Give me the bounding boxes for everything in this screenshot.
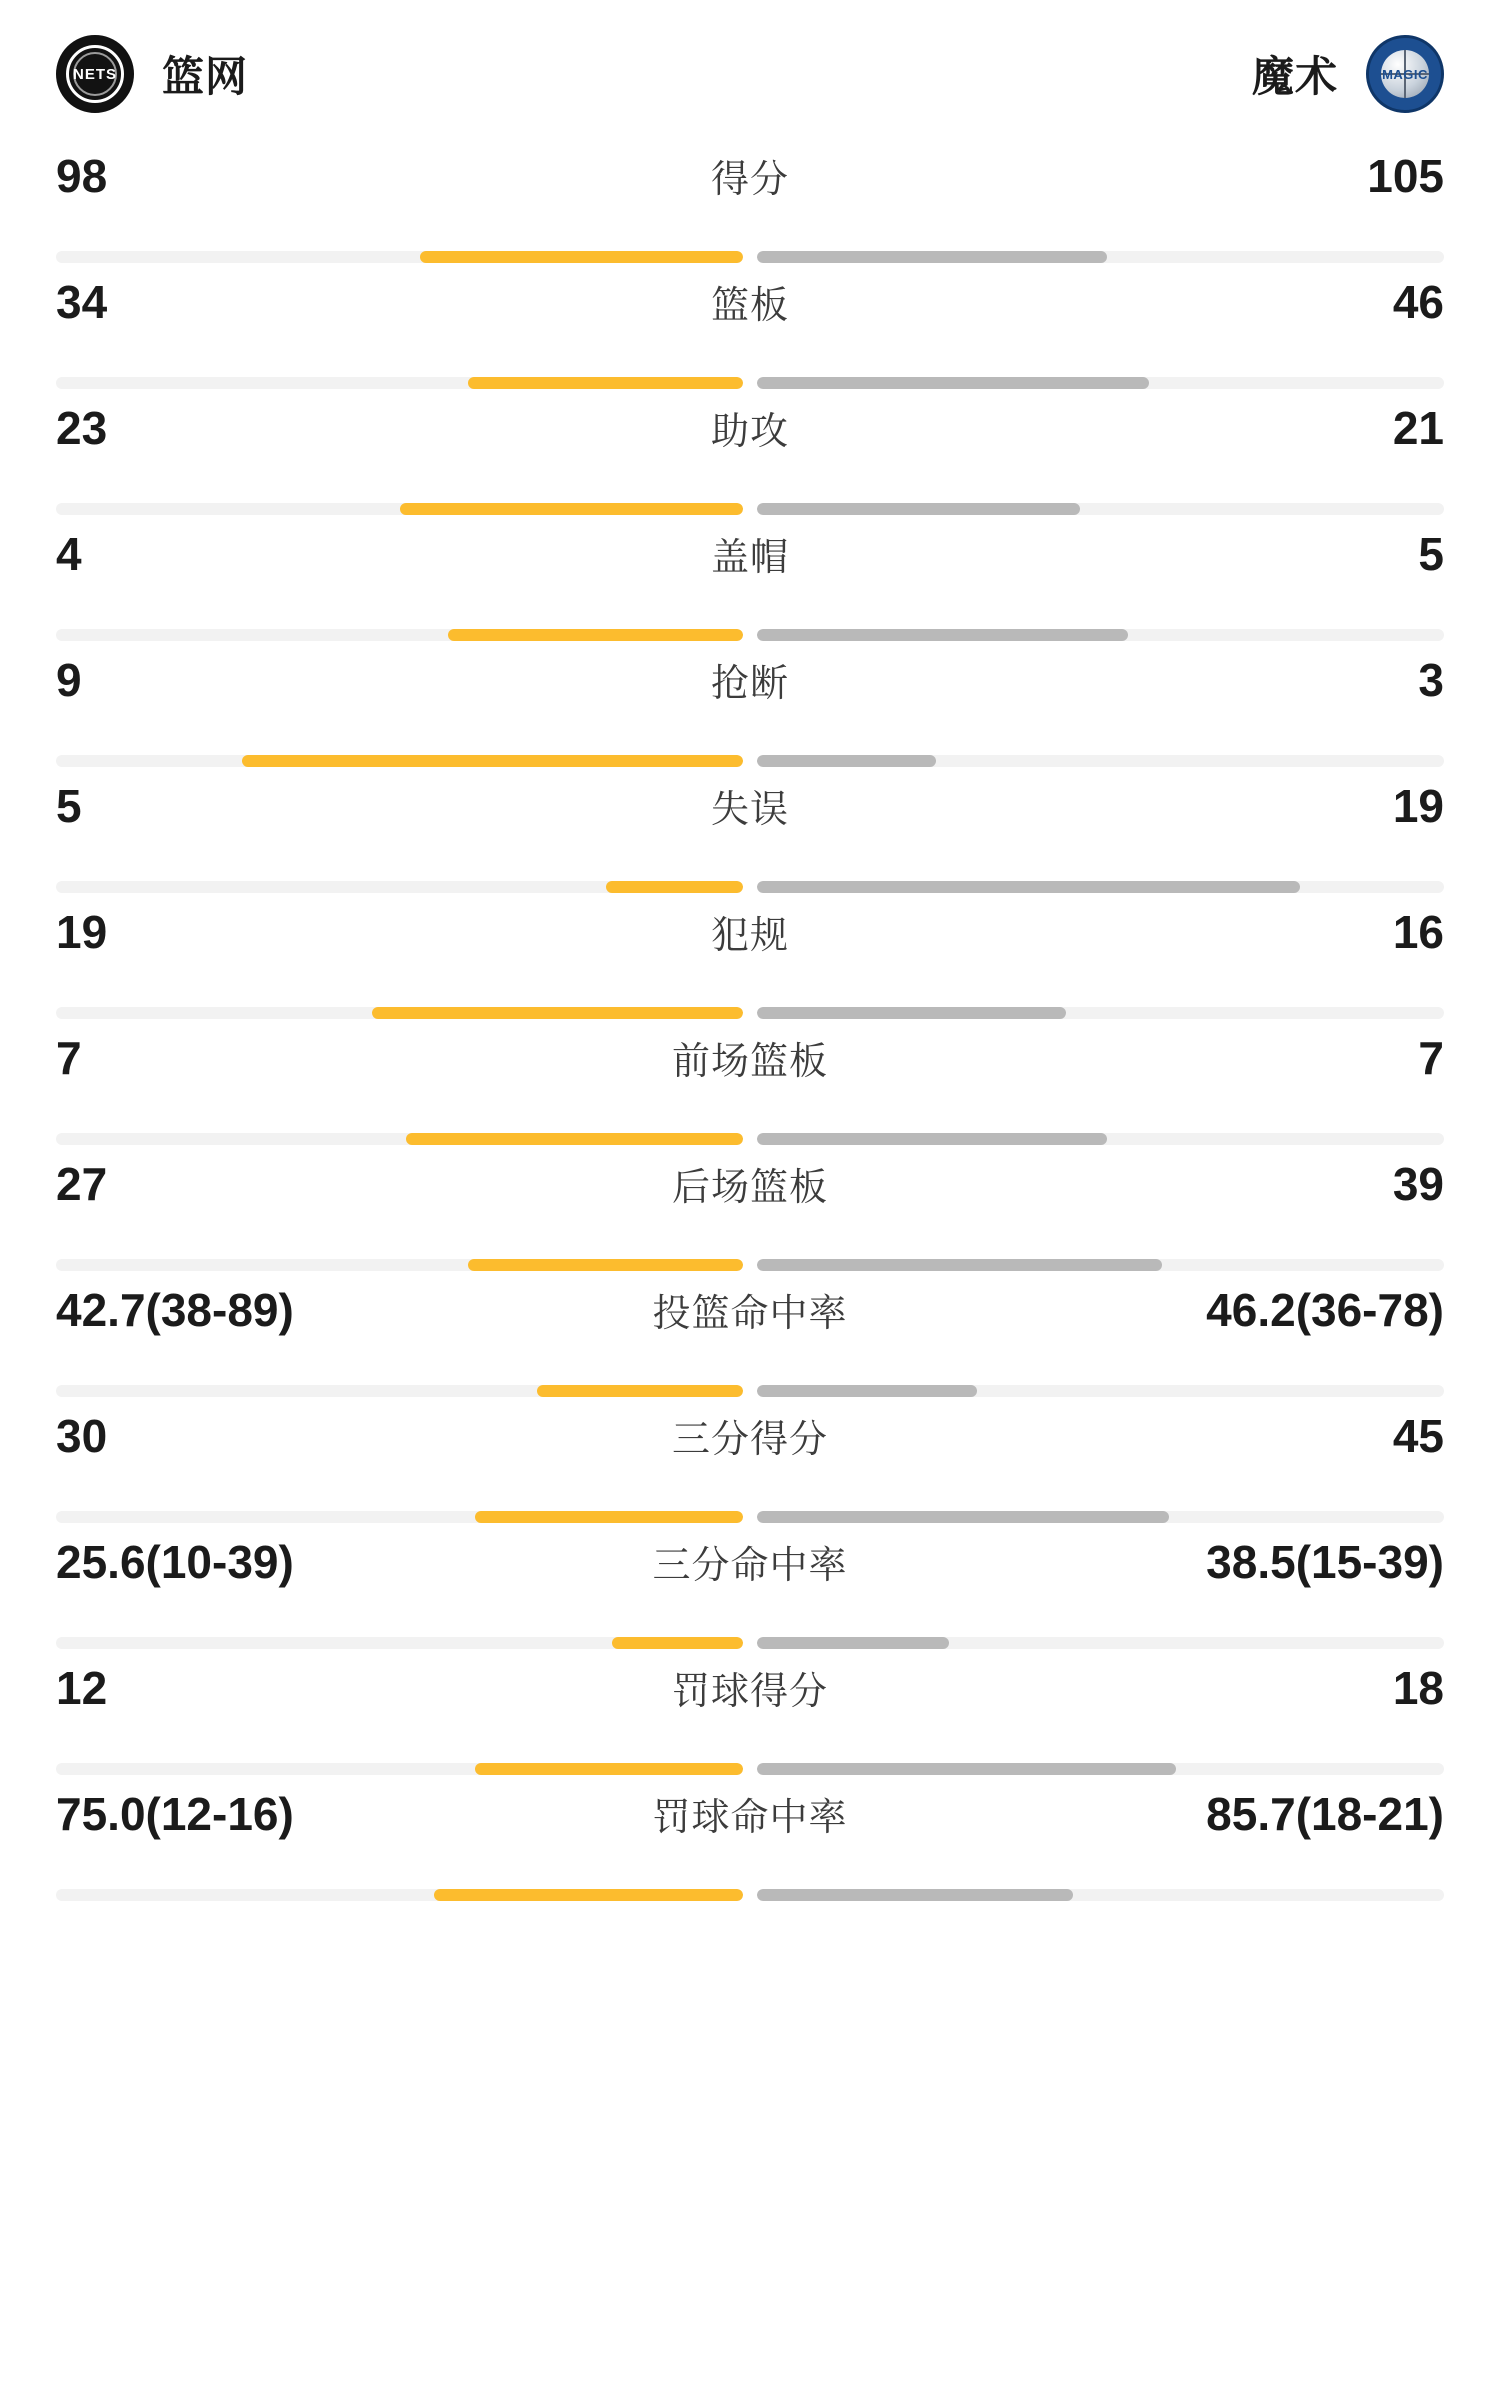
away-stat-bar — [757, 1133, 1444, 1145]
home-stat-value: 7 — [56, 1032, 82, 1084]
stat-row-values — [56, 1408, 1444, 1500]
away-stat-value: 85.7(18-21) — [1206, 1788, 1444, 1840]
home-team-name: 篮网 — [162, 53, 249, 100]
stat-row — [46, 148, 1454, 274]
away-stat-bar — [757, 881, 1444, 893]
magic-logo-label: MAGIC — [1382, 66, 1428, 82]
away-stat-bar — [757, 755, 1444, 767]
stat-row — [46, 778, 1454, 904]
home-stat-bar — [56, 1637, 743, 1649]
stat-label: 得分 — [710, 159, 789, 201]
stat-bar-pair — [56, 996, 1444, 1030]
away-stat-value: 5 — [1418, 528, 1444, 580]
stat-rows-container — [46, 148, 1454, 1912]
home-stat-value: 23 — [56, 402, 108, 454]
home-stat-bar — [56, 755, 743, 767]
away-stat-bar — [757, 1889, 1444, 1901]
stat-row-values — [56, 1156, 1444, 1248]
stat-label: 盖帽 — [710, 537, 789, 579]
stat-bar-pair — [56, 870, 1444, 904]
home-stat-value: 12 — [56, 1662, 108, 1714]
home-stat-value: 75.0(12-16) — [56, 1788, 294, 1840]
away-stat-bar — [757, 1259, 1444, 1271]
stat-row — [46, 1534, 1454, 1660]
stat-row — [46, 1660, 1454, 1786]
stat-label: 投篮命中率 — [652, 1293, 848, 1335]
home-stat-value: 5 — [56, 780, 82, 832]
stat-label: 三分命中率 — [652, 1545, 848, 1587]
stat-row — [46, 904, 1454, 1030]
away-stat-value: 38.5(15-39) — [1206, 1536, 1444, 1588]
home-stat-bar — [56, 1763, 743, 1775]
stat-row-values — [56, 1786, 1444, 1878]
stat-bar-pair — [56, 1500, 1444, 1534]
stat-row-values — [56, 148, 1444, 240]
matchup-header — [46, 0, 1454, 148]
nets-logo-label: NETS — [72, 65, 117, 83]
stat-bar-pair — [56, 366, 1444, 400]
stat-label: 犯规 — [710, 915, 789, 957]
away-stat-value: 19 — [1392, 780, 1444, 832]
home-stat-value: 9 — [56, 654, 82, 706]
home-stat-value: 19 — [56, 906, 108, 958]
stat-label: 罚球得分 — [671, 1671, 828, 1713]
stat-row-values — [56, 904, 1444, 996]
away-stat-value: 105 — [1367, 150, 1444, 202]
away-stat-value: 45 — [1392, 1410, 1444, 1462]
away-stat-value: 16 — [1392, 906, 1444, 958]
away-stat-value: 46 — [1392, 276, 1444, 328]
stat-row-values — [56, 526, 1444, 618]
home-stat-bar — [56, 377, 743, 389]
away-stat-bar — [757, 1637, 1444, 1649]
away-stat-value: 39 — [1392, 1158, 1444, 1210]
stat-label: 失误 — [710, 789, 789, 831]
away-stat-bar — [757, 1763, 1444, 1775]
stat-row-values — [56, 1534, 1444, 1626]
home-stat-bar — [56, 503, 743, 515]
home-stat-bar — [56, 1511, 743, 1523]
stat-row-values — [56, 1282, 1444, 1374]
stat-row — [46, 1786, 1454, 1912]
away-stat-bar — [757, 377, 1444, 389]
nets-logo-icon — [56, 35, 134, 113]
away-stat-bar — [757, 629, 1444, 641]
away-stat-bar — [757, 1511, 1444, 1523]
stat-row — [46, 1030, 1454, 1156]
home-stat-bar — [56, 1259, 743, 1271]
home-stat-value: 25.6(10-39) — [56, 1536, 294, 1588]
home-stat-bar — [56, 1007, 743, 1019]
stat-row-values — [56, 1030, 1444, 1122]
away-stat-bar — [757, 503, 1444, 515]
away-team — [1252, 35, 1444, 113]
stat-bar-pair — [56, 744, 1444, 778]
stat-bar-pair — [56, 1878, 1444, 1912]
stat-bar-pair — [56, 1626, 1444, 1660]
home-stat-bar — [56, 251, 743, 263]
home-team — [56, 35, 248, 113]
stat-label: 助攻 — [710, 411, 789, 453]
home-stat-bar — [56, 1133, 743, 1145]
away-stat-value: 7 — [1418, 1032, 1444, 1084]
home-stat-value: 27 — [56, 1158, 108, 1210]
stat-label: 后场篮板 — [671, 1167, 828, 1209]
home-stat-bar — [56, 629, 743, 641]
home-stat-value: 98 — [56, 150, 108, 202]
home-stat-value: 42.7(38-89) — [56, 1284, 294, 1336]
away-stat-bar — [757, 1007, 1444, 1019]
away-stat-bar — [757, 251, 1444, 263]
stat-bar-pair — [56, 492, 1444, 526]
stat-label: 篮板 — [710, 285, 789, 327]
stat-bar-pair — [56, 618, 1444, 652]
away-stat-value: 21 — [1392, 402, 1444, 454]
stat-row — [46, 1156, 1454, 1282]
stat-row-values — [56, 1660, 1444, 1752]
home-stat-bar — [56, 1385, 743, 1397]
home-stat-value: 30 — [56, 1410, 108, 1462]
stat-row-values — [56, 400, 1444, 492]
stat-row — [46, 274, 1454, 400]
stat-row — [46, 400, 1454, 526]
stat-bar-pair — [56, 1752, 1444, 1786]
away-stat-bar — [757, 1385, 1444, 1397]
stat-bar-pair — [56, 240, 1444, 274]
away-stat-value: 18 — [1392, 1662, 1444, 1714]
stat-label: 罚球命中率 — [652, 1797, 848, 1839]
away-stat-value: 46.2(36-78) — [1206, 1284, 1444, 1336]
home-stat-bar — [56, 881, 743, 893]
home-stat-value: 34 — [56, 276, 108, 328]
stat-label: 前场篮板 — [671, 1041, 828, 1083]
stat-label: 抢断 — [710, 663, 789, 705]
away-team-name: 魔术 — [1251, 53, 1338, 100]
stat-row — [46, 1408, 1454, 1534]
magic-logo-icon — [1366, 35, 1444, 113]
stat-bar-pair — [56, 1248, 1444, 1282]
stat-bar-pair — [56, 1374, 1444, 1408]
home-stat-value: 4 — [56, 528, 82, 580]
stat-row-values — [56, 652, 1444, 744]
home-stat-bar — [56, 1889, 743, 1901]
stat-row-values — [56, 778, 1444, 870]
stat-row — [46, 1282, 1454, 1408]
stat-bar-pair — [56, 1122, 1444, 1156]
stat-label: 三分得分 — [671, 1419, 828, 1461]
stat-row-values — [56, 274, 1444, 366]
stat-row — [46, 526, 1454, 652]
stat-row — [46, 652, 1454, 778]
away-stat-value: 3 — [1418, 654, 1444, 706]
